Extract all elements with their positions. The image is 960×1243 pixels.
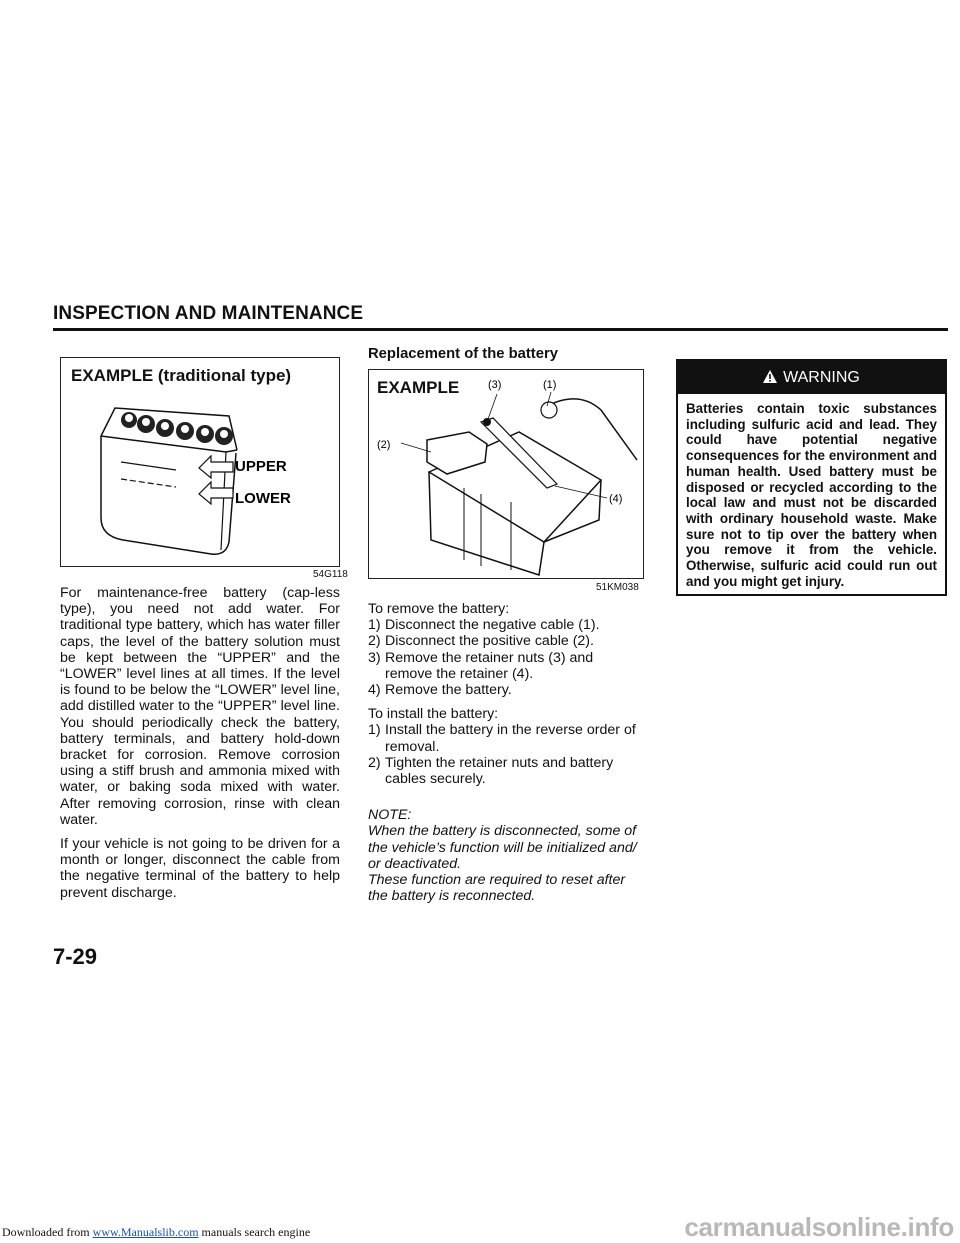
- watermark: carmanualsonline.info: [684, 1212, 954, 1242]
- note-line-2: These function are required to reset after the battery is reconnected.: [368, 872, 626, 905]
- figure2-code: 51KM038: [596, 582, 639, 593]
- remove-steps: [368, 617, 644, 698]
- figure-battery-replacement: [368, 369, 644, 579]
- middle-column-text: [368, 601, 644, 904]
- upper-label: UPPER: [235, 458, 287, 475]
- figure-traditional-battery: [60, 357, 340, 567]
- manualslib-link[interactable]: www.Manualslib.com: [92, 1225, 199, 1239]
- list-item: 2) Tighten the retainer nuts and battery cables securely.: [368, 754, 614, 788]
- callout-3: (3): [488, 379, 502, 391]
- header-rule: [53, 328, 948, 331]
- list-item: 4) Remove the battery.: [368, 682, 512, 699]
- figure1-title: EXAMPLE (traditional type): [71, 366, 292, 385]
- left-column-text: [60, 585, 340, 909]
- warning-box: [676, 359, 947, 596]
- lower-label: LOWER: [235, 490, 291, 507]
- callout-1: (1): [543, 379, 557, 391]
- note-label: NOTE:: [368, 807, 412, 824]
- install-intro: To install the battery:: [368, 706, 499, 723]
- warning-header: [678, 361, 945, 394]
- figure2-title: EXAMPLE: [377, 378, 460, 397]
- callout-4: (4): [609, 493, 623, 505]
- list-item: 2) Disconnect the positive cable (2).: [368, 633, 594, 650]
- section-header: INSPECTION AND MAINTENANCE: [53, 303, 364, 324]
- warning-text: Batteries contain toxic substances including sulfuric acid and lead. They could have potential negative consequences for the environment and human health. Used battery must be disposed or recycled according to the local law and must not be discarded with ordinary household waste. Make sure not to tip over the battery when you remove it from the vehicle. Otherwise, sulfuric acid could run out and you might get injury.: [686, 401, 937, 589]
- list-item: 1) Install the battery in the reverse order of removal.: [368, 722, 636, 755]
- figure1-code: 54G118: [313, 569, 348, 580]
- page-number: 7-29: [53, 944, 98, 969]
- download-footer: Downloaded from www.Manualslib.com manuals search engine: [2, 1225, 311, 1239]
- battery-illustration: [61, 358, 338, 565]
- warning-title: WARNING: [783, 369, 860, 386]
- note-line-1: When the battery is disconnected, some of the vehicle’s function will be initialized and/ or deactivated.: [368, 823, 637, 872]
- warning-triangle-icon: [763, 362, 777, 395]
- install-steps: [368, 722, 644, 787]
- section-title-replacement: Replacement of the battery: [368, 346, 558, 362]
- list-item: 1) Disconnect the negative cable (1).: [368, 617, 600, 634]
- remove-intro: To remove the battery:: [368, 601, 510, 617]
- replacement-illustration: [369, 370, 642, 577]
- callout-2: (2): [377, 439, 391, 451]
- paragraph-storage: If your vehicle is not going to be driven for a month or longer, disconnect the cable from the negative terminal of the battery to help prevent discharge.: [60, 836, 340, 901]
- list-item: 3) Remove the retainer nuts (3) and remove the retainer (4).: [368, 649, 594, 682]
- paragraph-maintenance: For maintenance-free battery (cap-less type), you need not add water. For traditional type battery, which has water filler caps, the level of the battery solution must be kept between the “UPPER” and the “LOWER” level lines at all times. If the level is found to be below the “LOWER” level line, add distilled water to the “UPPER” level line. You should periodically check the battery, battery terminals, and battery hold-down bracket for corrosion. Remove corrosion using a stiff brush and ammonia mixed with water, or baking soda mixed with water. After removing corrosion, rinse with clean water.: [60, 585, 340, 828]
